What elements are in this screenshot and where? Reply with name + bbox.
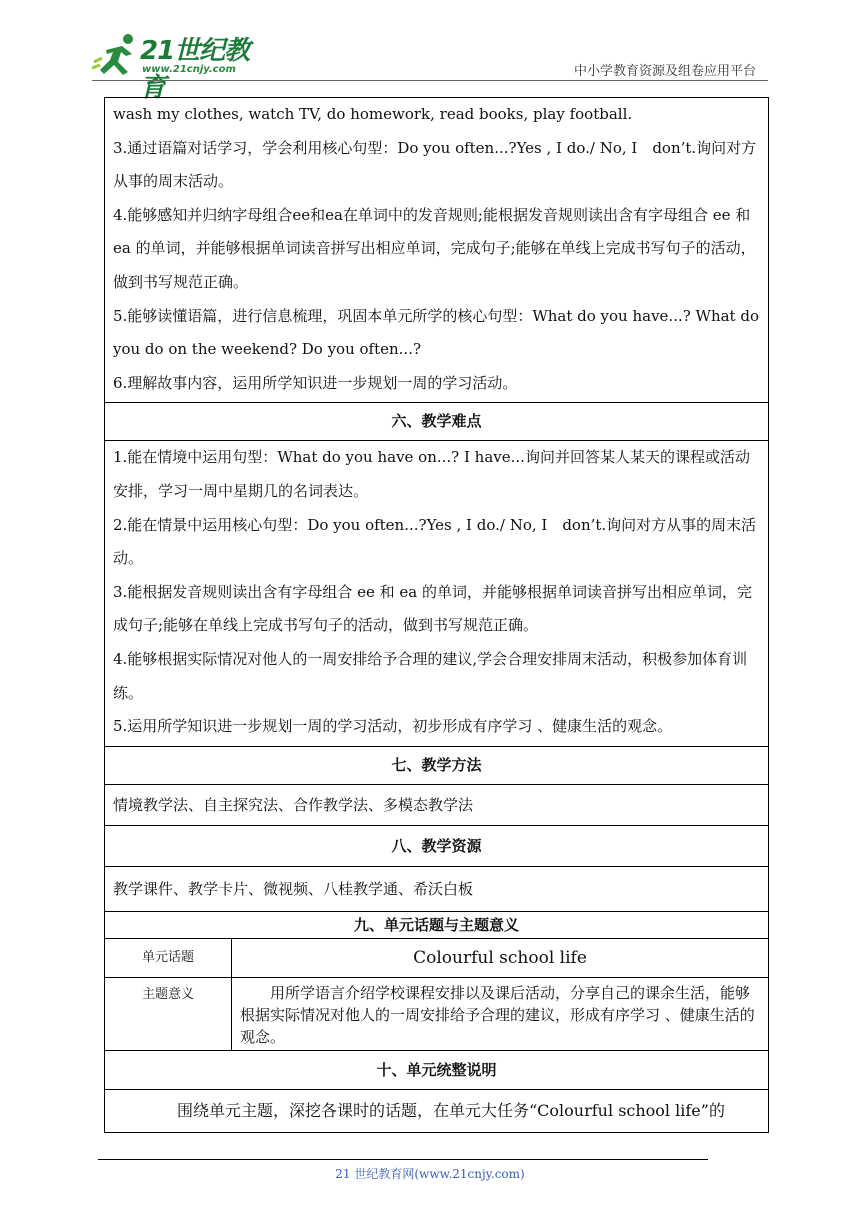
- difficulties-cell: [105, 441, 769, 746]
- topic-label: 单元话题: [105, 938, 232, 977]
- overview-text: 围绕单元主题，深挖各课时的话题，在单元大任务“Colourful school life”的: [105, 1089, 769, 1132]
- section-title-overview: 十、单元统整说明: [105, 1050, 769, 1089]
- footer-source: 21 世纪教育网(www.21cnjy.com): [335, 1167, 525, 1181]
- meaning-value: 用所学语言介绍学校课程安排以及课后活动，分享自己的课余生活，能够根据实际情况对他人的一周安排给予合理的建议，形成有序学习 、健康生活的观念。: [232, 977, 769, 1050]
- logo-url: www.21cnjy.com: [142, 64, 236, 75]
- section-title-topic: 九、单元话题与主题意义: [105, 911, 769, 938]
- objective-item: wash my clothes, watch TV, do homework, read books, play football.: [113, 105, 633, 123]
- difficulties-header-row: [105, 403, 769, 441]
- lesson-plan-table: [104, 97, 769, 1133]
- meaning-label: 主题意义: [105, 977, 232, 1050]
- platform-name: 中小学教育资源及组卷应用平台: [573, 64, 756, 79]
- meaning-row: [105, 977, 769, 1050]
- methods-row: [105, 784, 769, 825]
- runner-logo-icon: [92, 32, 144, 78]
- objectives-continued-row: [105, 98, 769, 403]
- difficulties-row: [105, 441, 769, 746]
- objective-item: 3.通过语篇对话学习，学会利用核心句型：Do you often...?Yes , I do./ No, I don’t.询问对方从事的周末活动。: [113, 138, 757, 191]
- difficulty-item: 4.能够根据实际情况对他人的一周安排给予合理的建议,学会合理安排周末活动，积极参加体育训练。: [113, 649, 748, 702]
- topic-row: [105, 938, 769, 977]
- logo: [92, 28, 262, 103]
- topic-value: Colourful school life: [232, 938, 769, 977]
- overview-header-row: [105, 1050, 769, 1089]
- objective-item: 5.能够读懂语篇，进行信息梳理，巩固本单元所学的核心句型：What do you have...? What do you do on the weekend? Do you often...?: [113, 306, 759, 359]
- difficulty-item: 3.能根据发音规则读出含有字母组合 ee 和 ea 的单词，并能够根据单词读音拼写出相应单词，完成句子;能够在单线上完成书写句子的活动，做到书写规范正确。: [113, 582, 752, 635]
- resources-text: 教学课件、教学卡片、微视频、八桂教学通、希沃白板: [105, 866, 769, 911]
- methods-header-row: [105, 746, 769, 784]
- section-title-difficulties: 六、教学难点: [105, 403, 769, 441]
- objective-item: 4.能够感知并归纳字母组合ee和ea在单词中的发音规则;能根据发音规则读出含有字母组合 ee 和 ea 的单词，并能够根据单词读音拼写出相应单词，完成句子;能够在单线上完成书写句子的活动，做到书写规范正确。: [113, 205, 756, 291]
- overview-row: [105, 1089, 769, 1132]
- resources-header-row: [105, 825, 769, 866]
- methods-text: 情境教学法、自主探究法、合作教学法、多模态教学法: [105, 784, 769, 825]
- section-title-resources: 八、教学资源: [105, 825, 769, 866]
- resources-row: [105, 866, 769, 911]
- section-title-methods: 七、教学方法: [105, 746, 769, 784]
- logo-text: 21世纪教育: [140, 36, 250, 103]
- difficulty-item: 2.能在情景中运用核心句型：Do you often...?Yes , I do./ No, I don’t.询问对方从事的周末活动。: [113, 515, 757, 568]
- objectives-cell: [105, 98, 769, 403]
- difficulty-item: 5.运用所学知识进一步规划一周的学习活动，初步形成有序学习 、健康生活的观念。: [113, 717, 673, 736]
- footer-divider: [98, 1159, 708, 1160]
- page-header: [0, 0, 860, 103]
- header-divider: [92, 80, 768, 81]
- difficulty-item: 1.能在情境中运用句型：What do you have on...? I have...询问并回答某人某天的课程或活动安排，学习一周中星期几的名词表达。: [113, 448, 750, 500]
- topic-header-row: [105, 911, 769, 938]
- objective-item: 6.理解故事内容，运用所学知识进一步规划一周的学习活动。: [113, 373, 518, 392]
